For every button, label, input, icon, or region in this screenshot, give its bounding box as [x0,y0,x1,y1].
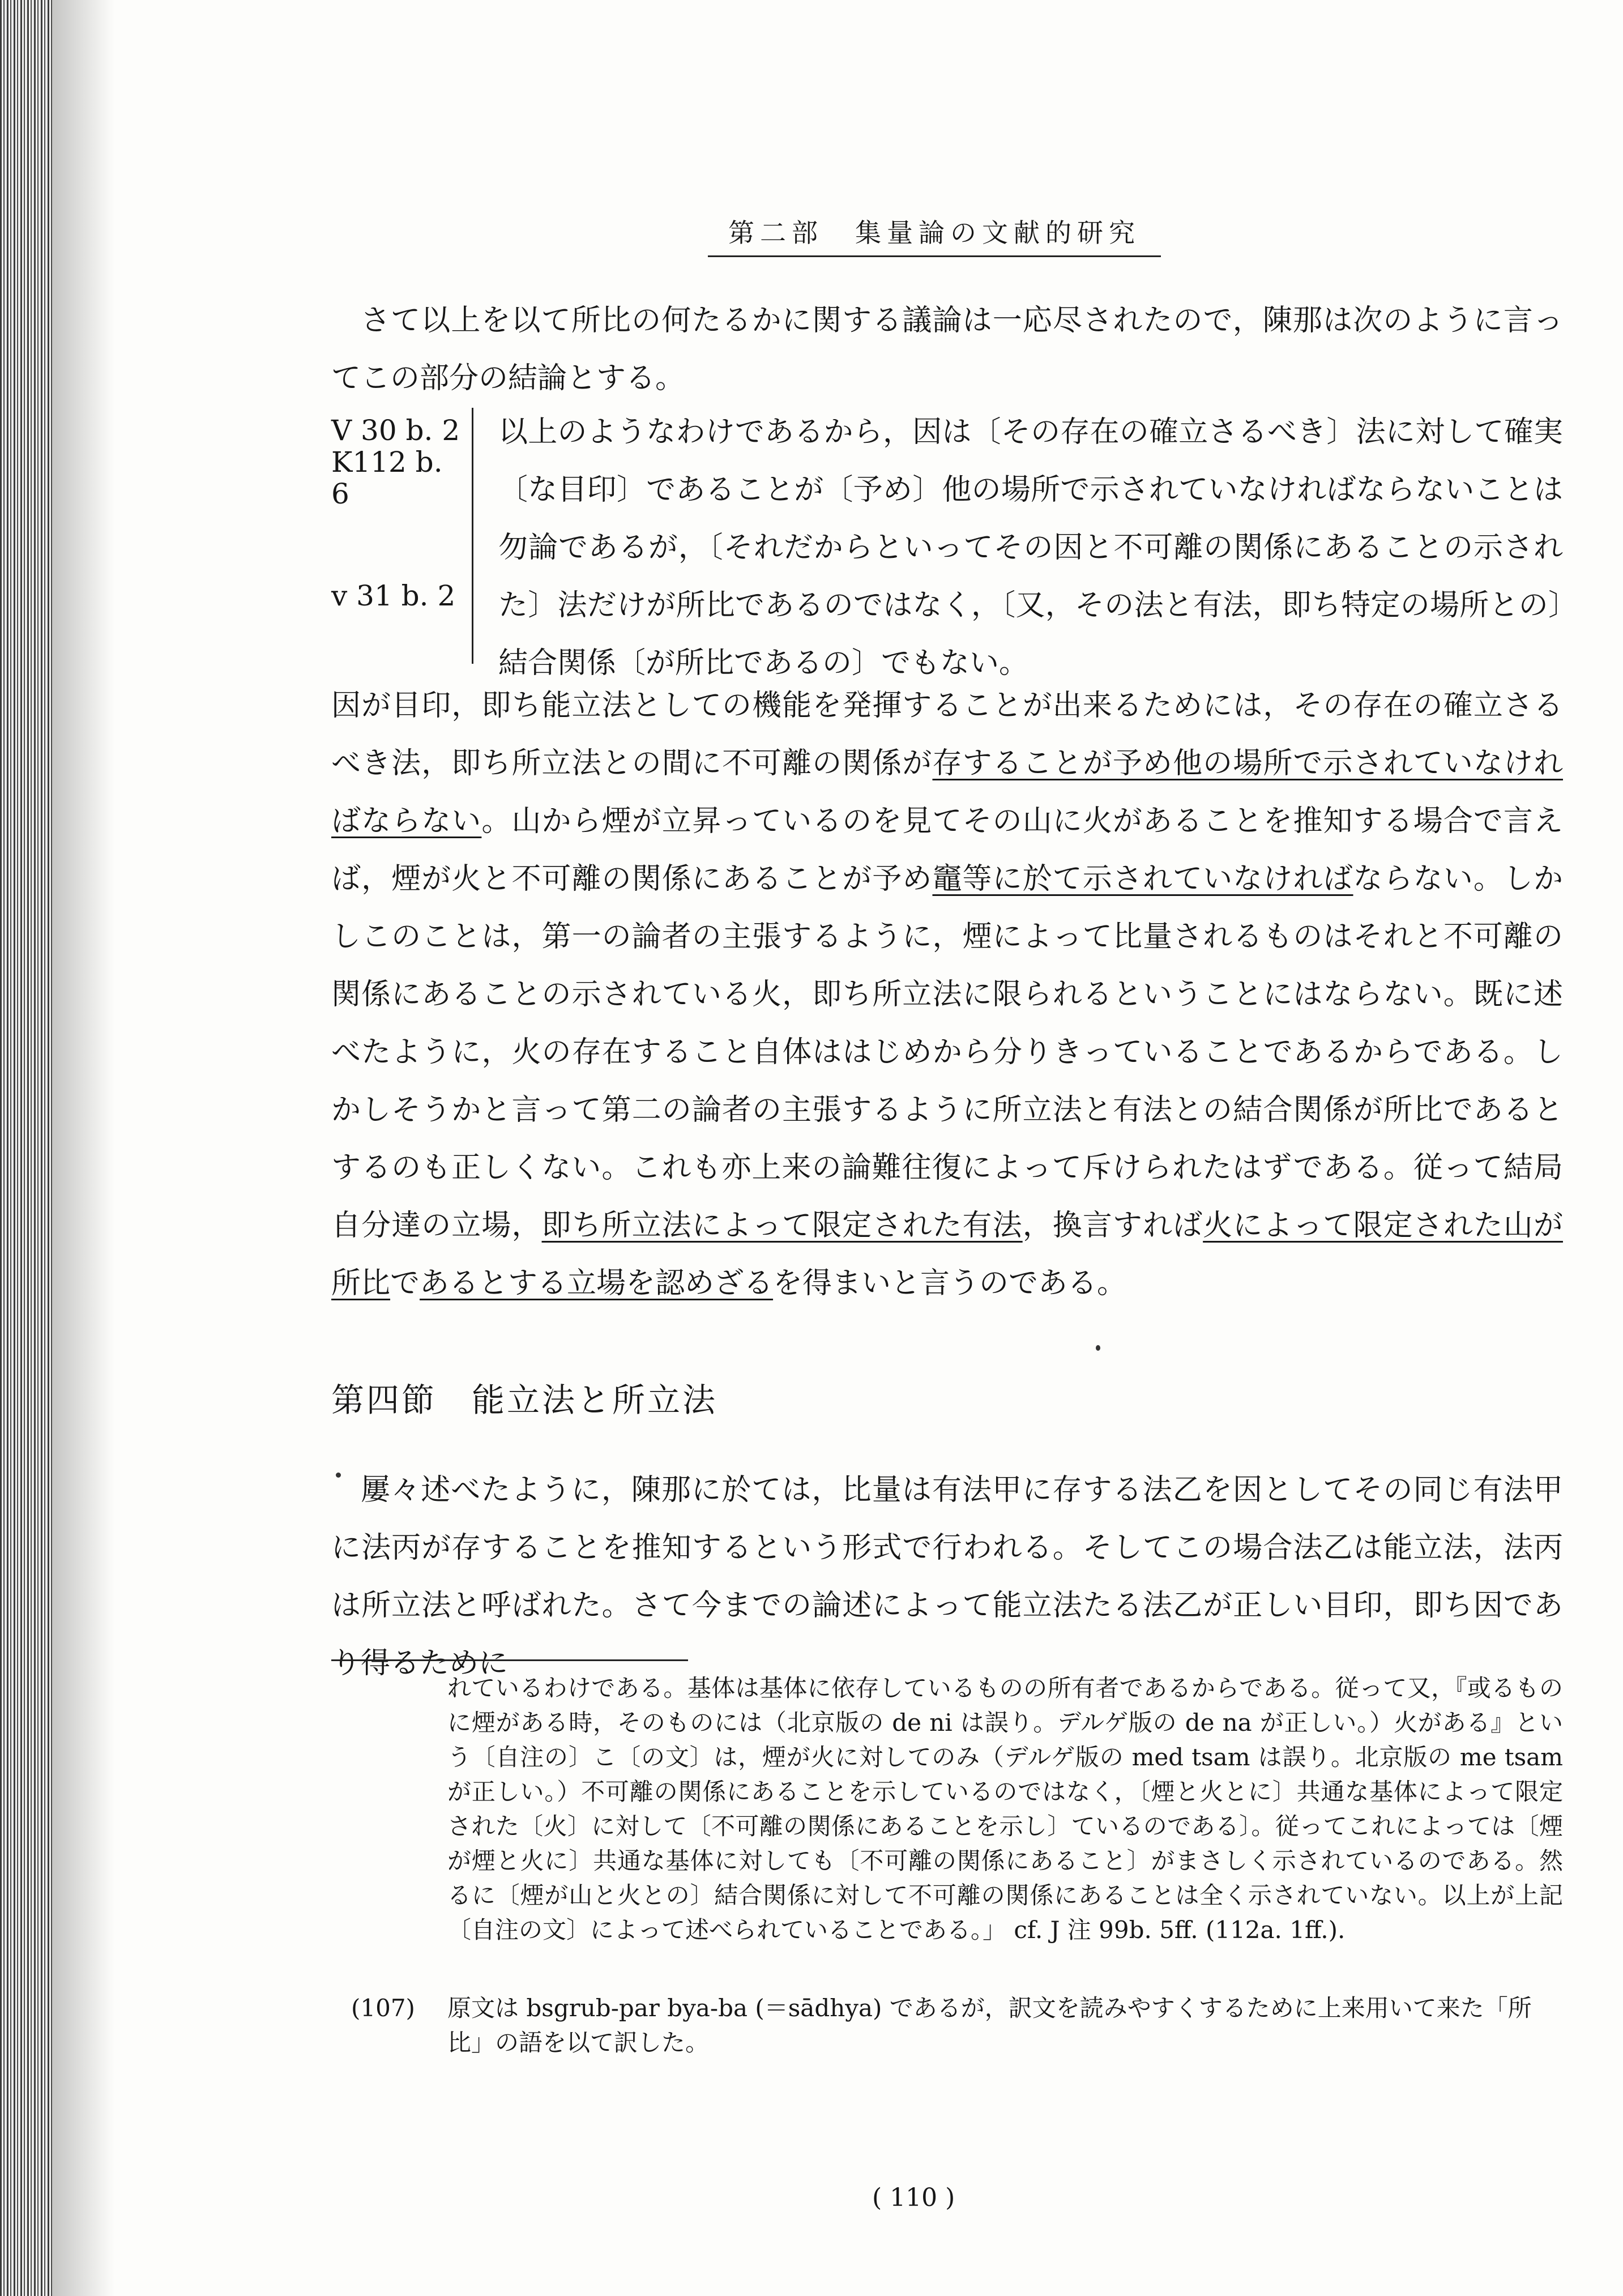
footnote-continuation: れているわけである。基体は基体に依存しているものの所有者であるからである。従って又，『或るものに煙がある時，そのものには（北京版の de ni は誤り。デルゲ版の de na が正しい。）火がある』という〔自注の〕こ〔の文〕は，煙が火に対してのみ（デルゲ版の med tsam は誤り。北京版の me tsam が正しい。）不可離の関係にあることを示しているのではなく，〔煙と火とに〕共通な基体によって限定された〔火〕に対して〔不可離の関係にあることを示し〕ているのである〕。従ってこれによっては〔煙が煙と火に〕共通な基体に対しても〔不可離の関係にあること〕がまさしく示されているのである。然るに〔煙が山と火との〕結合関係に対して不可離の関係にあることは全く示されていない。以上が上記〔自注の文〕によって述べられていることである。」 cf. J 注 99b. 5ff. (112a. 1ff.). [447,1674,1563,1944]
commentary-paragraph [331,677,1563,1312]
quote-bar [472,408,473,664]
margin-ref: v 31 b. 2 [331,579,456,612]
page-number: ( 110 ) [872,2183,955,2212]
underlined-phrase: あるとする立場を認めざる [420,1266,774,1300]
commentary-text: 因が目印，即ち能立法としての機能を発揮することが出来るためには，その存在の確立さるべき法，即ち所立法との間に不可離の関係が [331,689,1563,780]
margin-ref: V 30 b. 2 [331,414,460,447]
commentary-text: を得まいと言うのである。 [773,1266,1127,1300]
section-paragraph: 屢々述べたように，陳那に於ては，比量は有法甲に存する法乙を因としてその同じ有法甲に法丙が存することを推知するという形式で行われる。そしてこの場合法乙は能立法，法丙は所立法と呼ばれた。さて今までの論述によって能立法たる法乙が正しい目印，即ち因であり得るために [331,1473,1563,1680]
underlined-phrase: 火によって限定された山が所比 [331,1209,1563,1300]
quoted-passage [331,403,1563,680]
binding-shadow [52,0,114,2296]
commentary-text: で [390,1266,420,1300]
underlined-phrase: 存することが予め他の場所で示されていなければならない [331,746,1563,838]
commentary-text: ならない。しかしこのことは，第一の論者の主張するように，煙によって比量されるものはそれと不可離の関係にあることの示されている火，即ち所立法に限られるということにはならない。既に述べたように，火の存在すること自体ははじめから分りきっていることであるからである。しかしそうかと言って第二の論者の主張するように所立法と有法との結合関係が所比であるとするのも正しくない。これも亦上来の論難往復によって斥けられたはずである。従って結局自分達の立場， [331,862,1563,1243]
quote-text: 以上のようなわけであるから，因は〔その存在の確立さるべき〕法に対して確実〔な目印〕であることが〔予め〕他の場所で示されていなければならないことは勿論であるが，〔それだからといってその因と不可離の関係にあることの示された〕法だけが所比であるのではなく，〔又，その法と有法，即ち特定の場所との〕結合関係〔が所比であるの〕でもない。 [498,415,1563,680]
section-heading: 第四節 能立法と所立法 [331,1381,718,1419]
commentary-text: ，換言すれば [1022,1209,1203,1243]
margin-ref: K112 b. 6 [331,446,443,510]
running-header: 第二部 集量論の文献的研究 [708,212,1161,257]
binding-edge [0,0,52,2296]
footnote-number: (107) [351,1994,415,2022]
margin-ref-group-1 [331,415,467,510]
commentary-text: 。山から煙が立昇っているのを見てその山に火があることを推知する場合で言えば，煙が火と不可離の関係にあることが予め [331,804,1563,896]
underlined-phrase: 即ち所立法によって限定された有法 [541,1209,1023,1243]
footnote-text: 原文は bsgrub-par bya-ba (＝sādhya) であるが，訳文を読みやすくするために上来用いて来た「所比」の語を以て訳した。 [447,1994,1532,2056]
underlined-phrase: 竈等に於て示されていなければ [932,862,1353,896]
scan-speck [1096,1345,1100,1351]
footnote-rule [331,1659,688,1661]
intro-paragraph: さて以上を以て所比の何たるかに関する議論は一応尽されたので，陳那は次のように言ってこの部分の結論とする。 [331,304,1563,395]
margin-ref-group-2 [331,580,455,612]
